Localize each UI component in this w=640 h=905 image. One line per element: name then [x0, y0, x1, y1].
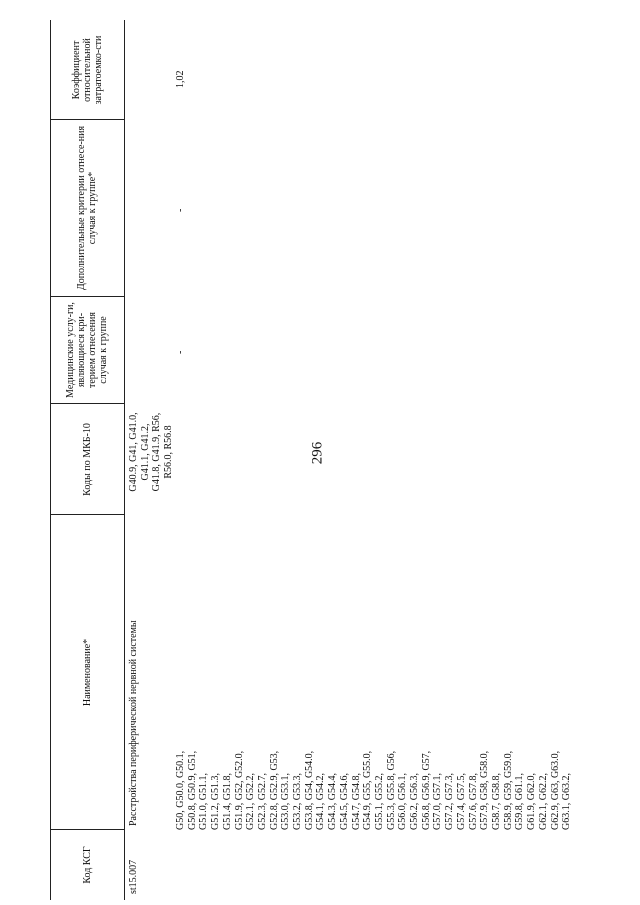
- row-coef: 1,02: [175, 70, 186, 88]
- header-name: Наименование*: [81, 638, 93, 707]
- header-code: Код КСГ: [81, 846, 93, 884]
- header-services: Медицинские услу-ги, являющиеся кри-терием отнесения случая к группе: [65, 302, 109, 398]
- rotated-table: [50, 20, 595, 900]
- header-coef: Коэффициент относительной затратоемко-сти: [70, 35, 104, 105]
- row-code: st15.007: [128, 859, 139, 894]
- row-criteria: -: [175, 208, 186, 212]
- row-icd-codes: G50, G50.0, G50.1, G50.8, G50.9, G51, G51.0, G51.1, G51.2, G51.3, G51.4, G51.8, G51.9, G52, G52.0, G52.1, G52.2, G52.3, G52.7, G52.8, G52.9, G53, G53.0, G53.1, G53.2, G53.3, G53.8, G54, G54.0, G54.1, G54.2, G54.3, G54.4, G54.5, G54.6, G54.7, G54.8, G54.9, G55, G55.0, G55.1, G55.2, G55.3, G55.8, G56, G56.0, G56.1, G56.2, G56.3, G56.8, G56.9, G57, G57.0, G57.1, G57.2, G57.3, G57.4, G57.5, G57.6, G57.8, G57.9, G58, G58.0, G58.7, G58.8, G58.9, G59, G59.0, G59.8, G61.1, G61.9, G62.0, G62.1, G62.2, G62.9, G63, G63.0, G63.1, G63.2,: [175, 750, 573, 830]
- row-services: -: [175, 350, 186, 354]
- header-bottom-rule: [124, 20, 125, 900]
- header-criteria: Дополнительные критерии отнесе-ния случая к группе*: [76, 125, 98, 291]
- page-number: 296: [309, 441, 326, 465]
- table-frame: [50, 20, 595, 900]
- col-sep-4: [50, 296, 124, 297]
- col-sep-5: [50, 119, 124, 120]
- header-icd: Коды по МКБ-10: [81, 423, 93, 496]
- row-name: Расстройства периферической нервной системы: [128, 620, 139, 826]
- prev-row-icd-codes: G40.9, G41, G41.0, G41.1, G41.2, G41.8, G41.9, R56, R56.0, R56.8: [128, 412, 175, 492]
